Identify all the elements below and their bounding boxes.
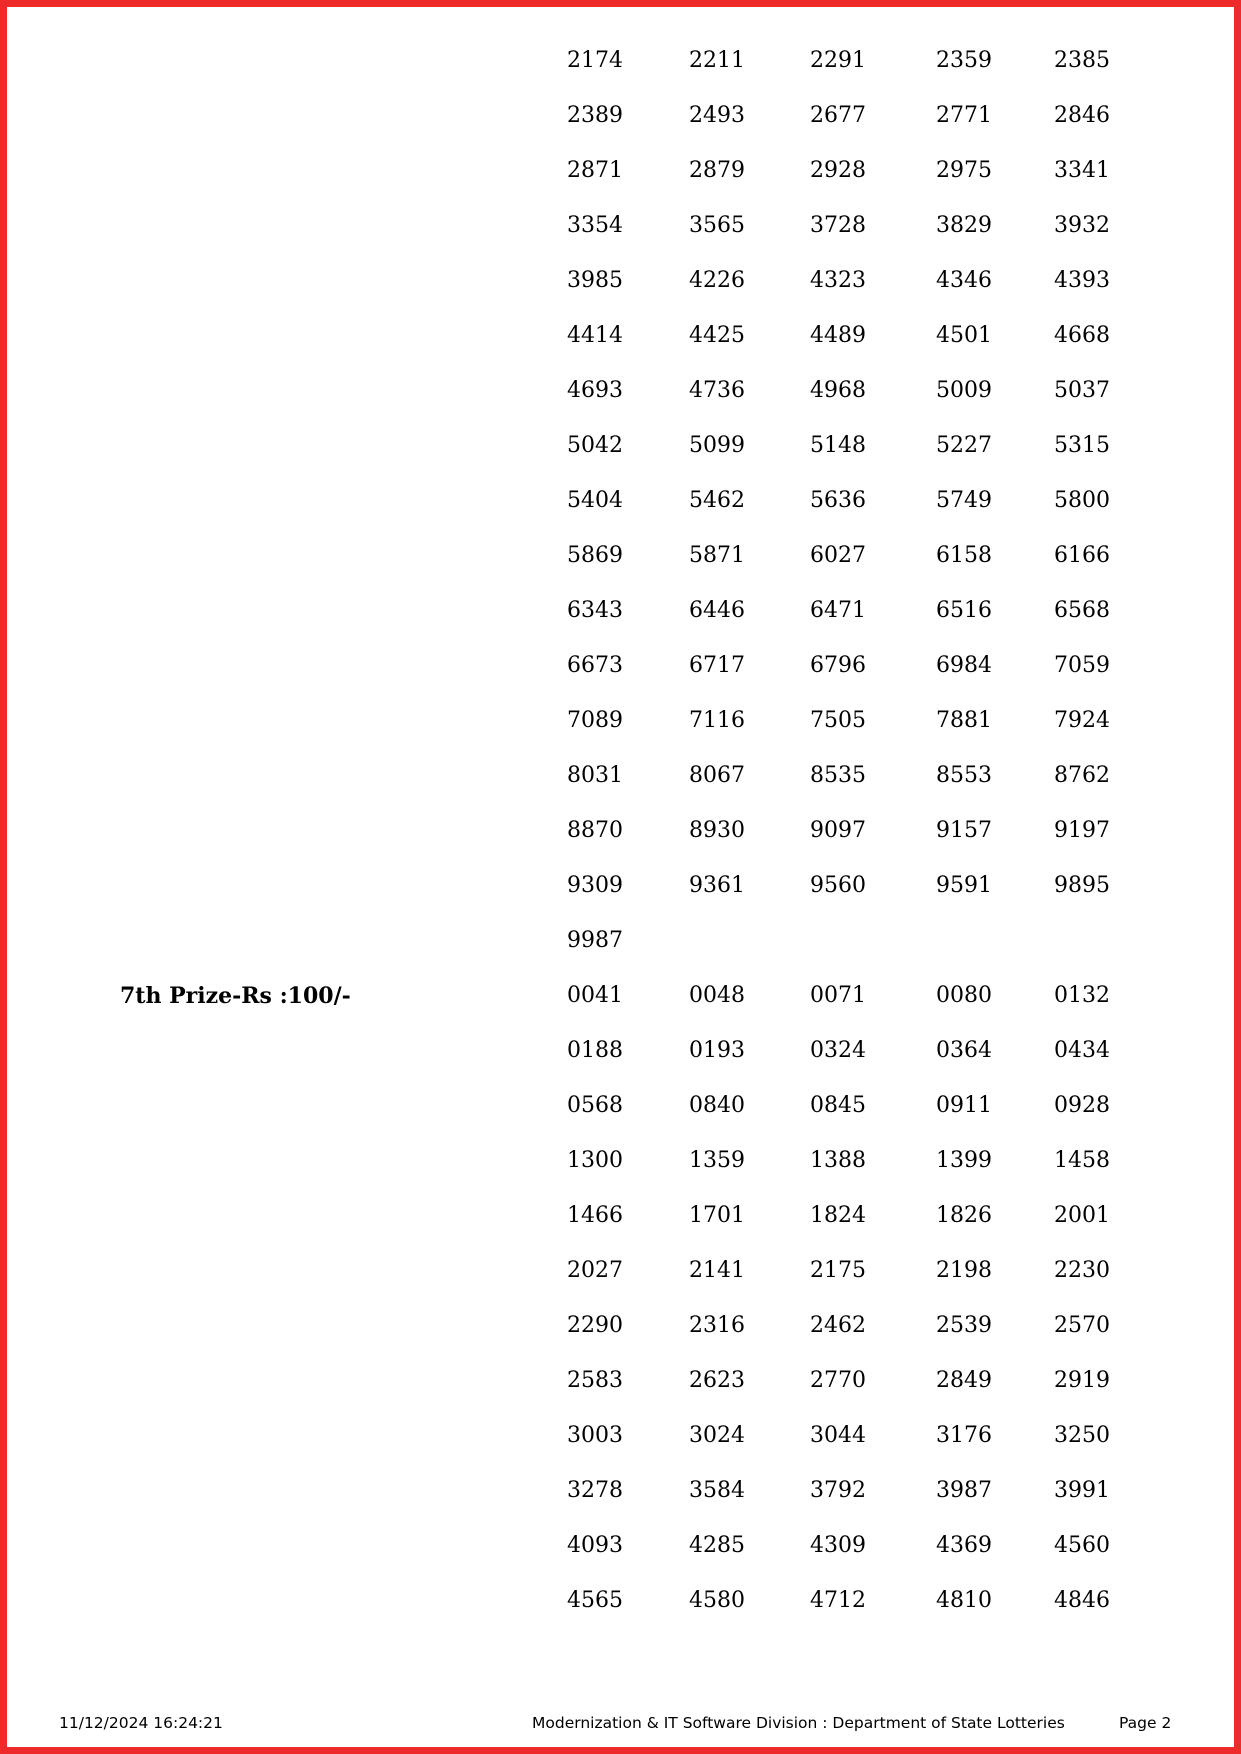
- ticket-number: 0568: [567, 1093, 623, 1118]
- ticket-number: 9361: [689, 873, 745, 898]
- ticket-number: 3354: [567, 213, 623, 238]
- ticket-number: 4565: [567, 1588, 623, 1613]
- number-row-continued: [0, 103, 1241, 129]
- ticket-number: 9157: [936, 818, 992, 843]
- ticket-number: 5404: [567, 488, 623, 513]
- ticket-number: 0193: [689, 1038, 745, 1063]
- number-row-continued: [0, 873, 1241, 899]
- number-row-continued: [0, 598, 1241, 624]
- ticket-number: 6717: [689, 653, 745, 678]
- ticket-number: 4425: [689, 323, 745, 348]
- ticket-number: 4668: [1054, 323, 1110, 348]
- ticket-number: 5042: [567, 433, 623, 458]
- ticket-number: 2771: [936, 103, 992, 128]
- number-row-seventh-prize: [0, 1478, 1241, 1504]
- ticket-number: 3792: [810, 1478, 866, 1503]
- ticket-number: 2359: [936, 48, 992, 73]
- ticket-number: 3829: [936, 213, 992, 238]
- ticket-number: 7924: [1054, 708, 1110, 733]
- ticket-number: 1388: [810, 1148, 866, 1173]
- ticket-number: 5636: [810, 488, 866, 513]
- number-row-continued: [0, 543, 1241, 569]
- ticket-number: 2211: [689, 48, 745, 73]
- ticket-number: 4285: [689, 1533, 745, 1558]
- ticket-number: 2316: [689, 1313, 745, 1338]
- ticket-number: 1399: [936, 1148, 992, 1173]
- ticket-number: 3250: [1054, 1423, 1110, 1448]
- ticket-number: 5869: [567, 543, 623, 568]
- ticket-number: 7089: [567, 708, 623, 733]
- ticket-number: 0434: [1054, 1038, 1110, 1063]
- ticket-number: 3565: [689, 213, 745, 238]
- ticket-number: 2539: [936, 1313, 992, 1338]
- ticket-number: 3341: [1054, 158, 1110, 183]
- ticket-number: 3991: [1054, 1478, 1110, 1503]
- ticket-number: 2230: [1054, 1258, 1110, 1283]
- number-row-seventh-prize: [0, 1203, 1241, 1229]
- ticket-number: 8553: [936, 763, 992, 788]
- ticket-number: 4226: [689, 268, 745, 293]
- number-row-continued: [0, 378, 1241, 404]
- ticket-number: 0911: [936, 1093, 992, 1118]
- ticket-number: 3278: [567, 1478, 623, 1503]
- ticket-number: 9560: [810, 873, 866, 898]
- number-row-continued: [0, 488, 1241, 514]
- ticket-number: 3024: [689, 1423, 745, 1448]
- ticket-number: 8067: [689, 763, 745, 788]
- ticket-number: 7116: [689, 708, 745, 733]
- ticket-number: 0048: [689, 983, 745, 1008]
- ticket-number: 1701: [689, 1203, 745, 1228]
- footer-page-number: Page 2: [1119, 1714, 1172, 1732]
- footer-division: Modernization & IT Software Division : Department of State Lotteries: [532, 1714, 1065, 1732]
- ticket-number: 9591: [936, 873, 992, 898]
- ticket-number: 1458: [1054, 1148, 1110, 1173]
- ticket-number: 3584: [689, 1478, 745, 1503]
- ticket-number: 2871: [567, 158, 623, 183]
- ticket-number: 4968: [810, 378, 866, 403]
- ticket-number: 9197: [1054, 818, 1110, 843]
- ticket-number: 8535: [810, 763, 866, 788]
- ticket-number: 0041: [567, 983, 623, 1008]
- ticket-number: 5037: [1054, 378, 1110, 403]
- ticket-number: 6343: [567, 598, 623, 623]
- footer-timestamp: 11/12/2024 16:24:21: [59, 1714, 223, 1732]
- ticket-number: 4736: [689, 378, 745, 403]
- ticket-number: 1826: [936, 1203, 992, 1228]
- ticket-number: 2174: [567, 48, 623, 73]
- ticket-number: 4501: [936, 323, 992, 348]
- ticket-number: 2583: [567, 1368, 623, 1393]
- ticket-number: 8870: [567, 818, 623, 843]
- ticket-number: 0132: [1054, 983, 1110, 1008]
- ticket-number: 5800: [1054, 488, 1110, 513]
- number-row-continued: [0, 818, 1241, 844]
- number-row-seventh-prize: [0, 1588, 1241, 1614]
- seventh-prize-label: 7th Prize-Rs :100/-: [120, 983, 351, 1009]
- number-row-continued: [0, 708, 1241, 734]
- ticket-number: 4346: [936, 268, 992, 293]
- number-row-seventh-prize: [0, 1423, 1241, 1449]
- number-row-continued: [0, 158, 1241, 184]
- ticket-number: 8930: [689, 818, 745, 843]
- ticket-number: 2198: [936, 1258, 992, 1283]
- number-row-continued: [0, 928, 1241, 954]
- ticket-number: 5009: [936, 378, 992, 403]
- ticket-number: 6166: [1054, 543, 1110, 568]
- number-row-seventh-prize: [0, 1258, 1241, 1284]
- ticket-number: 6984: [936, 653, 992, 678]
- ticket-number: 2001: [1054, 1203, 1110, 1228]
- ticket-number: 4693: [567, 378, 623, 403]
- ticket-number: 6158: [936, 543, 992, 568]
- number-row-seventh-prize: [0, 1368, 1241, 1394]
- ticket-number: 7505: [810, 708, 866, 733]
- ticket-number: 2879: [689, 158, 745, 183]
- ticket-number: 7881: [936, 708, 992, 733]
- ticket-number: 2141: [689, 1258, 745, 1283]
- ticket-number: 3987: [936, 1478, 992, 1503]
- ticket-number: 0188: [567, 1038, 623, 1063]
- ticket-number: 7059: [1054, 653, 1110, 678]
- ticket-number: 8031: [567, 763, 623, 788]
- ticket-number: 4580: [689, 1588, 745, 1613]
- ticket-number: 3044: [810, 1423, 866, 1448]
- ticket-number: 0364: [936, 1038, 992, 1063]
- ticket-number: 5315: [1054, 433, 1110, 458]
- ticket-number: 2677: [810, 103, 866, 128]
- ticket-number: 4093: [567, 1533, 623, 1558]
- ticket-number: 2493: [689, 103, 745, 128]
- ticket-number: 4309: [810, 1533, 866, 1558]
- number-row-continued: [0, 323, 1241, 349]
- ticket-number: 2175: [810, 1258, 866, 1283]
- ticket-number: 3728: [810, 213, 866, 238]
- ticket-number: 2385: [1054, 48, 1110, 73]
- ticket-number: 9097: [810, 818, 866, 843]
- ticket-number: 5871: [689, 543, 745, 568]
- ticket-number: 2919: [1054, 1368, 1110, 1393]
- ticket-number: 2975: [936, 158, 992, 183]
- number-row-continued: [0, 763, 1241, 789]
- ticket-number: 6027: [810, 543, 866, 568]
- ticket-number: 6568: [1054, 598, 1110, 623]
- number-row-continued: [0, 268, 1241, 294]
- ticket-number: 5227: [936, 433, 992, 458]
- ticket-number: 5462: [689, 488, 745, 513]
- ticket-number: 4323: [810, 268, 866, 293]
- ticket-number: 4810: [936, 1588, 992, 1613]
- ticket-number: 3932: [1054, 213, 1110, 238]
- number-row-continued: [0, 653, 1241, 679]
- ticket-number: 3003: [567, 1423, 623, 1448]
- ticket-number: 3176: [936, 1423, 992, 1448]
- ticket-number: 0840: [689, 1093, 745, 1118]
- number-row-continued: [0, 213, 1241, 239]
- ticket-number: 6516: [936, 598, 992, 623]
- ticket-number: 1359: [689, 1148, 745, 1173]
- ticket-number: 1300: [567, 1148, 623, 1173]
- ticket-number: 2290: [567, 1313, 623, 1338]
- ticket-number: 4712: [810, 1588, 866, 1613]
- ticket-number: 2623: [689, 1368, 745, 1393]
- ticket-number: 2291: [810, 48, 866, 73]
- number-row-continued: [0, 48, 1241, 74]
- ticket-number: 2389: [567, 103, 623, 128]
- ticket-number: 3985: [567, 268, 623, 293]
- ticket-number: 4414: [567, 323, 623, 348]
- ticket-number: 4489: [810, 323, 866, 348]
- ticket-number: 0324: [810, 1038, 866, 1063]
- ticket-number: 2849: [936, 1368, 992, 1393]
- number-row-continued: [0, 433, 1241, 459]
- ticket-number: 4393: [1054, 268, 1110, 293]
- ticket-number: 9895: [1054, 873, 1110, 898]
- ticket-number: 1824: [810, 1203, 866, 1228]
- ticket-number: 0071: [810, 983, 866, 1008]
- ticket-number: 6673: [567, 653, 623, 678]
- ticket-number: 2027: [567, 1258, 623, 1283]
- ticket-number: 2846: [1054, 103, 1110, 128]
- ticket-number: 8762: [1054, 763, 1110, 788]
- ticket-number: 0080: [936, 983, 992, 1008]
- ticket-number: 5099: [689, 433, 745, 458]
- ticket-number: 9309: [567, 873, 623, 898]
- number-row-seventh-prize: [0, 1148, 1241, 1174]
- ticket-number: 0845: [810, 1093, 866, 1118]
- ticket-number: 4560: [1054, 1533, 1110, 1558]
- ticket-number: 4846: [1054, 1588, 1110, 1613]
- ticket-number: 6471: [810, 598, 866, 623]
- ticket-number: 6446: [689, 598, 745, 623]
- ticket-number: 1466: [567, 1203, 623, 1228]
- ticket-number: 0928: [1054, 1093, 1110, 1118]
- ticket-number: 9987: [567, 928, 623, 953]
- ticket-number: 4369: [936, 1533, 992, 1558]
- ticket-number: 5148: [810, 433, 866, 458]
- ticket-number: 2570: [1054, 1313, 1110, 1338]
- ticket-number: 2928: [810, 158, 866, 183]
- ticket-number: 6796: [810, 653, 866, 678]
- number-row-seventh-prize: [0, 1093, 1241, 1119]
- ticket-number: 2770: [810, 1368, 866, 1393]
- number-row-seventh-prize: [0, 1038, 1241, 1064]
- ticket-number: 5749: [936, 488, 992, 513]
- number-row-seventh-prize: [0, 1313, 1241, 1339]
- number-row-seventh-prize: [0, 1533, 1241, 1559]
- ticket-number: 2462: [810, 1313, 866, 1338]
